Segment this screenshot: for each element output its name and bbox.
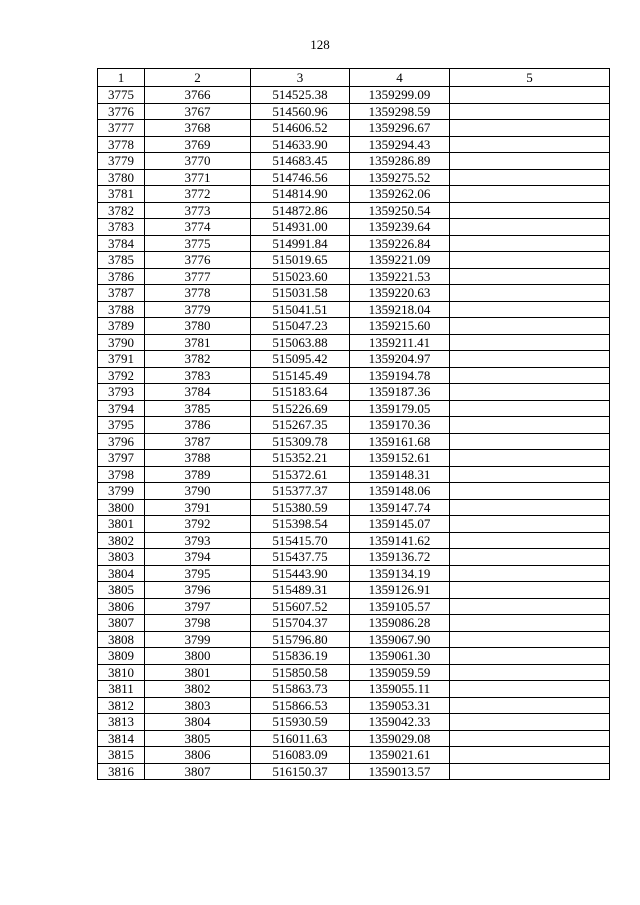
- table-cell: 3806: [145, 747, 251, 764]
- table-cell: 1359053.31: [350, 697, 450, 714]
- table-cell: 1359250.54: [350, 202, 450, 219]
- table-row: [98, 631, 610, 648]
- table-cell: 514746.56: [251, 169, 350, 186]
- table-cell: 1359211.41: [350, 334, 450, 351]
- column-header: 4: [350, 69, 450, 87]
- table-cell: 3779: [98, 153, 145, 170]
- table-row: [98, 186, 610, 203]
- table-cell: 515415.70: [251, 532, 350, 549]
- table-cell: 3811: [98, 681, 145, 698]
- table-cell: 514633.90: [251, 136, 350, 153]
- table-cell: 1359055.11: [350, 681, 450, 698]
- table-row: [98, 565, 610, 582]
- table-cell: 3782: [98, 202, 145, 219]
- table-cell: 3779: [145, 301, 251, 318]
- table-cell: 515437.75: [251, 549, 350, 566]
- table-cell: 3798: [98, 466, 145, 483]
- table-cell: [450, 186, 610, 203]
- table-cell: 3788: [145, 450, 251, 467]
- table-cell: 1359152.61: [350, 450, 450, 467]
- table-cell: 1359134.19: [350, 565, 450, 582]
- table-cell: 3801: [98, 516, 145, 533]
- table-cell: 3783: [98, 219, 145, 236]
- table-cell: 3786: [98, 268, 145, 285]
- table-cell: [450, 664, 610, 681]
- table-cell: [450, 367, 610, 384]
- table-cell: 3777: [98, 120, 145, 137]
- table-cell: 3778: [145, 285, 251, 302]
- table-cell: 1359215.60: [350, 318, 450, 335]
- table-cell: 1359161.68: [350, 433, 450, 450]
- table-cell: 1359105.57: [350, 598, 450, 615]
- table-cell: 515836.19: [251, 648, 350, 665]
- table-cell: [450, 334, 610, 351]
- table-cell: 515047.23: [251, 318, 350, 335]
- table-cell: 514872.86: [251, 202, 350, 219]
- table-cell: 3805: [145, 730, 251, 747]
- table-cell: [450, 532, 610, 549]
- table-cell: 3797: [98, 450, 145, 467]
- table-row: [98, 103, 610, 120]
- table-cell: 1359221.09: [350, 252, 450, 269]
- table-cell: 3784: [98, 235, 145, 252]
- table-cell: 515372.61: [251, 466, 350, 483]
- table-cell: 3813: [98, 714, 145, 731]
- table-cell: 1359147.74: [350, 499, 450, 516]
- table-cell: 1359179.05: [350, 400, 450, 417]
- table-cell: [450, 384, 610, 401]
- table-cell: 3804: [145, 714, 251, 731]
- table-row: [98, 598, 610, 615]
- table-row: [98, 615, 610, 632]
- table-cell: [450, 301, 610, 318]
- table-cell: 1359126.91: [350, 582, 450, 599]
- table-cell: 3775: [98, 87, 145, 104]
- coordinates-table: [97, 68, 610, 780]
- table-cell: 3789: [145, 466, 251, 483]
- table-cell: [450, 169, 610, 186]
- table-cell: [450, 499, 610, 516]
- table-cell: 516011.63: [251, 730, 350, 747]
- table-body: [98, 87, 610, 780]
- column-header: 5: [450, 69, 610, 87]
- table-cell: 515443.90: [251, 565, 350, 582]
- table-cell: 515031.58: [251, 285, 350, 302]
- table-cell: [450, 268, 610, 285]
- table-cell: 3786: [145, 417, 251, 434]
- table-cell: 3768: [145, 120, 251, 137]
- table-cell: 3770: [145, 153, 251, 170]
- table-cell: 3771: [145, 169, 251, 186]
- table-cell: 3776: [145, 252, 251, 269]
- table-cell: 3806: [98, 598, 145, 615]
- table-cell: 3800: [98, 499, 145, 516]
- table-cell: [450, 681, 610, 698]
- table-cell: 3776: [98, 103, 145, 120]
- table-cell: [450, 747, 610, 764]
- table-cell: 1359262.06: [350, 186, 450, 203]
- table-row: [98, 417, 610, 434]
- table-row: [98, 483, 610, 500]
- table-cell: 3787: [98, 285, 145, 302]
- table-cell: 3795: [145, 565, 251, 582]
- column-header: 1: [98, 69, 145, 87]
- table-cell: 3782: [145, 351, 251, 368]
- table-row: [98, 351, 610, 368]
- table-cell: 3794: [145, 549, 251, 566]
- table-cell: 1359059.59: [350, 664, 450, 681]
- table-cell: 1359021.61: [350, 747, 450, 764]
- table-cell: 3799: [98, 483, 145, 500]
- table-row: [98, 120, 610, 137]
- table-cell: 3802: [145, 681, 251, 698]
- table-cell: 515063.88: [251, 334, 350, 351]
- table-cell: 3803: [145, 697, 251, 714]
- table-cell: [450, 565, 610, 582]
- table-cell: 3802: [98, 532, 145, 549]
- table-cell: 515145.49: [251, 367, 350, 384]
- table-row: [98, 169, 610, 186]
- table-row: [98, 400, 610, 417]
- table-cell: 516150.37: [251, 763, 350, 780]
- table-cell: [450, 400, 610, 417]
- table-row: [98, 532, 610, 549]
- table-cell: 3798: [145, 615, 251, 632]
- table-row: [98, 285, 610, 302]
- table-cell: [450, 433, 610, 450]
- table-row: [98, 664, 610, 681]
- table-row: [98, 582, 610, 599]
- table-cell: 3790: [98, 334, 145, 351]
- table-row: [98, 681, 610, 698]
- table-cell: 3807: [145, 763, 251, 780]
- table-cell: 1359145.07: [350, 516, 450, 533]
- table-row: [98, 499, 610, 516]
- table-cell: 1359148.06: [350, 483, 450, 500]
- table-cell: [450, 103, 610, 120]
- table-cell: 516083.09: [251, 747, 350, 764]
- table-row: [98, 714, 610, 731]
- table-cell: [450, 153, 610, 170]
- table-cell: 515930.59: [251, 714, 350, 731]
- table-cell: [450, 87, 610, 104]
- table-row: [98, 466, 610, 483]
- table-cell: [450, 219, 610, 236]
- table-cell: 3774: [145, 219, 251, 236]
- table-cell: [450, 417, 610, 434]
- table-cell: 1359067.90: [350, 631, 450, 648]
- table-cell: 515183.64: [251, 384, 350, 401]
- table-cell: 1359226.84: [350, 235, 450, 252]
- table-cell: 1359220.63: [350, 285, 450, 302]
- table-cell: [450, 252, 610, 269]
- table-row: [98, 384, 610, 401]
- table-cell: 1359061.30: [350, 648, 450, 665]
- table-cell: 3814: [98, 730, 145, 747]
- table-cell: [450, 351, 610, 368]
- table-cell: 515023.60: [251, 268, 350, 285]
- table-cell: 1359296.67: [350, 120, 450, 137]
- table-cell: 1359275.52: [350, 169, 450, 186]
- table-cell: 515796.80: [251, 631, 350, 648]
- table-cell: 1359218.04: [350, 301, 450, 318]
- table-row: [98, 450, 610, 467]
- table-row: [98, 268, 610, 285]
- table-cell: 3796: [145, 582, 251, 599]
- table-cell: 515095.42: [251, 351, 350, 368]
- table-cell: [450, 450, 610, 467]
- table-cell: 1359141.62: [350, 532, 450, 549]
- table-row: [98, 763, 610, 780]
- table-cell: 3805: [98, 582, 145, 599]
- table-cell: 3810: [98, 664, 145, 681]
- table-cell: 515267.35: [251, 417, 350, 434]
- column-header: 3: [251, 69, 350, 87]
- table-cell: 3785: [98, 252, 145, 269]
- table-cell: 515863.73: [251, 681, 350, 698]
- table-cell: 1359294.43: [350, 136, 450, 153]
- table-row: [98, 136, 610, 153]
- table-cell: 515607.52: [251, 598, 350, 615]
- table-row: [98, 202, 610, 219]
- table-row: [98, 87, 610, 104]
- table-cell: [450, 235, 610, 252]
- table-row: [98, 301, 610, 318]
- table-cell: 1359286.89: [350, 153, 450, 170]
- table-cell: 3792: [98, 367, 145, 384]
- table-cell: 3787: [145, 433, 251, 450]
- table-row: [98, 153, 610, 170]
- table-cell: [450, 549, 610, 566]
- table-cell: 515377.37: [251, 483, 350, 500]
- table-cell: 3789: [98, 318, 145, 335]
- table-cell: [450, 697, 610, 714]
- table-row: [98, 252, 610, 269]
- table-cell: 1359239.64: [350, 219, 450, 236]
- table-cell: 514991.84: [251, 235, 350, 252]
- table-cell: [450, 582, 610, 599]
- table-cell: 3815: [98, 747, 145, 764]
- table-cell: 514560.96: [251, 103, 350, 120]
- table-cell: 515866.53: [251, 697, 350, 714]
- table-cell: [450, 615, 610, 632]
- table-row: [98, 433, 610, 450]
- table-cell: 3788: [98, 301, 145, 318]
- table-cell: 515850.58: [251, 664, 350, 681]
- table-row: [98, 549, 610, 566]
- table-cell: [450, 136, 610, 153]
- table-cell: 514814.90: [251, 186, 350, 203]
- table-cell: [450, 516, 610, 533]
- table-row: [98, 516, 610, 533]
- table-row: [98, 235, 610, 252]
- table-cell: 3783: [145, 367, 251, 384]
- table-cell: 515019.65: [251, 252, 350, 269]
- table-cell: [450, 202, 610, 219]
- table-row: [98, 730, 610, 747]
- table-cell: 1359148.31: [350, 466, 450, 483]
- table-cell: 3795: [98, 417, 145, 434]
- table-cell: [450, 483, 610, 500]
- table-cell: 3773: [145, 202, 251, 219]
- table-cell: 3767: [145, 103, 251, 120]
- table-cell: 1359170.36: [350, 417, 450, 434]
- table-cell: 3784: [145, 384, 251, 401]
- table-cell: 1359299.09: [350, 87, 450, 104]
- table-cell: 1359136.72: [350, 549, 450, 566]
- table-row: [98, 747, 610, 764]
- table-cell: 1359086.28: [350, 615, 450, 632]
- table-cell: [450, 285, 610, 302]
- table-cell: 3799: [145, 631, 251, 648]
- table-cell: 515352.21: [251, 450, 350, 467]
- page-number: 128: [310, 37, 330, 52]
- table-cell: [450, 763, 610, 780]
- table-cell: 3777: [145, 268, 251, 285]
- table-cell: 514525.38: [251, 87, 350, 104]
- table-header-row: [98, 69, 610, 87]
- table-cell: 1359221.53: [350, 268, 450, 285]
- table-cell: [450, 714, 610, 731]
- table-row: [98, 318, 610, 335]
- table-row: [98, 648, 610, 665]
- table-cell: 1359298.59: [350, 103, 450, 120]
- table-cell: 1359187.36: [350, 384, 450, 401]
- table-cell: 515309.78: [251, 433, 350, 450]
- table-cell: [450, 648, 610, 665]
- table-cell: 3793: [145, 532, 251, 549]
- table-cell: 515380.59: [251, 499, 350, 516]
- table-cell: 3780: [98, 169, 145, 186]
- table-cell: 3803: [98, 549, 145, 566]
- table-cell: 3796: [98, 433, 145, 450]
- table-cell: [450, 318, 610, 335]
- table-cell: 514931.00: [251, 219, 350, 236]
- table-cell: [450, 598, 610, 615]
- table-cell: 515704.37: [251, 615, 350, 632]
- table-cell: 3772: [145, 186, 251, 203]
- table-cell: 3791: [145, 499, 251, 516]
- table-cell: 3791: [98, 351, 145, 368]
- table-row: [98, 219, 610, 236]
- table-cell: 3800: [145, 648, 251, 665]
- table-cell: 515041.51: [251, 301, 350, 318]
- table-cell: [450, 730, 610, 747]
- table-cell: 3780: [145, 318, 251, 335]
- table-cell: 3816: [98, 763, 145, 780]
- table-cell: 1359042.33: [350, 714, 450, 731]
- table-cell: 1359194.78: [350, 367, 450, 384]
- table-cell: 3769: [145, 136, 251, 153]
- table-row: [98, 697, 610, 714]
- table-cell: 3790: [145, 483, 251, 500]
- table-cell: 1359204.97: [350, 351, 450, 368]
- table-cell: 1359013.57: [350, 763, 450, 780]
- column-header: 2: [145, 69, 251, 87]
- table-cell: [450, 631, 610, 648]
- table-cell: 3775: [145, 235, 251, 252]
- table-cell: 3781: [98, 186, 145, 203]
- table-cell: 3809: [98, 648, 145, 665]
- table-cell: 3801: [145, 664, 251, 681]
- table-cell: 3797: [145, 598, 251, 615]
- table-cell: 3812: [98, 697, 145, 714]
- table-cell: 3807: [98, 615, 145, 632]
- table-cell: 514606.52: [251, 120, 350, 137]
- table-cell: 3792: [145, 516, 251, 533]
- table-cell: 1359029.08: [350, 730, 450, 747]
- table-cell: 3794: [98, 400, 145, 417]
- table-cell: [450, 466, 610, 483]
- table-cell: 3793: [98, 384, 145, 401]
- table-row: [98, 367, 610, 384]
- table-cell: 3781: [145, 334, 251, 351]
- table-cell: 515226.69: [251, 400, 350, 417]
- table-cell: 515489.31: [251, 582, 350, 599]
- table-cell: 3785: [145, 400, 251, 417]
- table-cell: [450, 120, 610, 137]
- table-cell: 515398.54: [251, 516, 350, 533]
- table-cell: 3804: [98, 565, 145, 582]
- table-row: [98, 334, 610, 351]
- table-cell: 3808: [98, 631, 145, 648]
- table-cell: 514683.45: [251, 153, 350, 170]
- table-cell: 3778: [98, 136, 145, 153]
- table-cell: 3766: [145, 87, 251, 104]
